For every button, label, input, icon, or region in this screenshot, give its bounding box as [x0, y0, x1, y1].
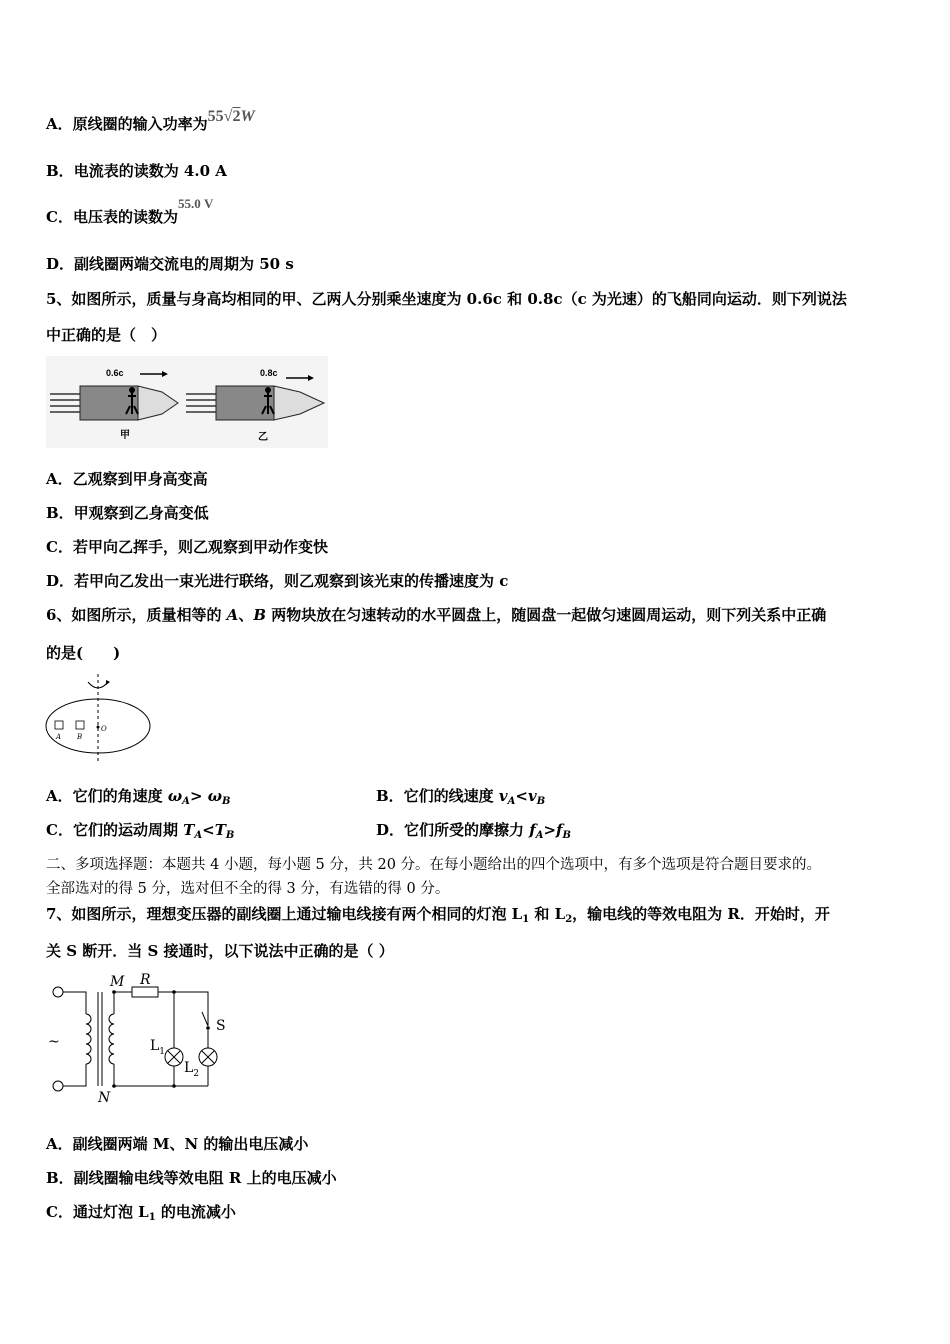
label-yi: 乙 [258, 432, 268, 443]
sub: A [507, 796, 516, 807]
q4-option-a [46, 108, 255, 135]
option-text: 原线圈的输入功率为 [72, 115, 208, 133]
var: v [498, 787, 508, 805]
q7-circuit-figure [46, 970, 232, 1104]
switch-contact [206, 1026, 210, 1030]
var-b: B [253, 606, 267, 624]
label-o: O [101, 725, 107, 733]
person-left-head-icon [129, 387, 135, 393]
option-text: D．它们所受的摩擦力 [376, 821, 530, 839]
label-b: B [77, 733, 83, 741]
label-jia: 甲 [120, 430, 130, 441]
op: > [189, 787, 208, 805]
sub: B [536, 796, 546, 807]
label-l2-sub: 2 [193, 1069, 200, 1079]
math-coef: 55 [207, 108, 224, 125]
q6-option-a [46, 786, 230, 812]
secondary-coil-icon [109, 1014, 114, 1064]
q6-stem-line1 [46, 605, 826, 625]
rotation-arrowhead-icon [106, 680, 110, 685]
op: > [543, 821, 557, 839]
q4-option-c [46, 196, 214, 228]
node-bottom-junction [172, 1084, 176, 1088]
q5-option-a: A．乙观察到甲身高变高 [46, 470, 208, 488]
node-top-junction [172, 990, 176, 994]
sub: 2 [565, 914, 573, 925]
section2-heading-line2: 全部选对的得 5 分，选对但不全的得 3 分，有选错的得 0 分。 [46, 881, 450, 897]
var: f [529, 821, 536, 839]
q6-option-c [46, 820, 234, 846]
q6-disk-figure [44, 672, 156, 766]
sub: 1 [522, 914, 530, 925]
math-55-root2-w [208, 108, 255, 125]
q5-option-c: C．若甲向乙挥手，则乙观察到甲动作变快 [46, 538, 328, 556]
stem-text: 7、如图所示，理想变压器的副线圈上通过输电线接有两个相同的灯泡 L [46, 905, 523, 923]
option-text: C．它们的运动周期 [46, 821, 184, 839]
speed-label-right: 0.8c [260, 368, 278, 378]
terminal-top-icon [53, 987, 63, 997]
label-l2 [184, 1060, 199, 1079]
option-label: A． [46, 115, 73, 133]
sub: 1 [148, 1212, 156, 1223]
person-right-head-icon [265, 387, 271, 393]
wire-top-right [158, 992, 208, 1026]
var: f [556, 821, 563, 839]
label-r: R [140, 972, 151, 988]
q5-spaceship-figure [46, 356, 328, 448]
center-point [97, 726, 100, 729]
label-a: A [56, 733, 62, 741]
option-text: 电压表的读数为 [72, 208, 178, 226]
node-n [112, 1084, 116, 1088]
option-text: A．它们的角速度 [46, 787, 168, 805]
resistor-r-icon [132, 987, 158, 997]
label-l1 [150, 1038, 165, 1057]
secondary-wire-top [114, 992, 132, 1014]
stem-text: ，输电线的等效电阻为 R．开始时，开 [572, 905, 830, 923]
switch-s-icon [202, 1012, 208, 1026]
label-l2-letter: L [184, 1060, 194, 1076]
option-label: C． [46, 208, 73, 226]
sub: B [562, 830, 571, 841]
option-text: C．通过灯泡 L [46, 1203, 149, 1221]
option-label: D． [46, 255, 75, 273]
label-l1-sub: 1 [159, 1047, 166, 1057]
label-m: M [110, 974, 125, 990]
q6-stem-line2: 的是( ) [46, 644, 121, 662]
option-text: 电流表的读数为 4.0 A [73, 162, 227, 180]
primary-wire-top [63, 992, 86, 1014]
sub: A [194, 830, 203, 841]
q7-option-c [46, 1202, 236, 1228]
q4-option-b [46, 161, 227, 181]
label-n: N [98, 1090, 111, 1104]
q7-option-a: A．副线圈两端 M、N 的输出电压减小 [46, 1135, 309, 1153]
section2-heading-line1: 二、多项选择题：本题共 4 小题，每小题 5 分，共 20 分。在每小题给出的四个选项中，有多个选项是符合题目要求的。 [46, 857, 822, 873]
option-text: 副线圈两端交流电的周期为 50 s [74, 255, 294, 273]
var-a: A [226, 606, 239, 624]
q6-option-d [376, 820, 571, 846]
stem-text: 两物块放在匀速转动的水平圆盘上，随圆盘一起做匀速圆周运动，则下列关系中正确 [266, 606, 827, 624]
q4-option-d [46, 254, 294, 274]
label-s: S [216, 1018, 226, 1034]
q6-option-b [376, 786, 545, 812]
stem-text: 和 L [529, 905, 566, 923]
sub: A [535, 830, 544, 841]
option-label: B． [46, 162, 74, 180]
var: ω [167, 787, 183, 805]
terminal-bottom-icon [53, 1081, 63, 1091]
var: T [183, 821, 195, 839]
op: < [515, 787, 528, 805]
primary-wire-bottom [63, 1064, 86, 1086]
ac-symbol: ~ [48, 1034, 60, 1050]
stem-text: 6、如图所示，质量相等的 [46, 606, 227, 624]
block-b-icon [76, 721, 84, 729]
stem-sep: 、 [238, 606, 254, 624]
speed-label-left: 0.6c [106, 368, 124, 378]
q5-stem-line2: 中正确的是（ ） [46, 326, 167, 344]
sub: B [222, 796, 231, 807]
var: T [214, 821, 226, 839]
option-text: 的电流减小 [155, 1203, 236, 1221]
q7-stem-line1 [46, 904, 830, 930]
math-55v: 55.0 V [177, 196, 214, 211]
sub: A [182, 796, 190, 807]
label-l1-letter: L [150, 1038, 160, 1054]
q7-stem-line2: 关 S 断开．当 S 接通时，以下说法中正确的是（ ） [46, 942, 394, 960]
q7-option-b: B．副线圈输电线等效电阻 R 上的电压减小 [46, 1169, 337, 1187]
sub: B [225, 830, 235, 841]
sqrt-sign: √2 [223, 108, 241, 125]
primary-coil-icon [86, 1014, 91, 1064]
var: ω [207, 787, 223, 805]
q5-option-d: D．若甲向乙发出一束光进行联络，则乙观察到该光束的传播速度为 c [46, 572, 509, 590]
op: < [202, 821, 215, 839]
math-unit: W [240, 108, 255, 125]
var: v [527, 787, 537, 805]
option-text: B．它们的线速度 [376, 787, 499, 805]
q5-stem-line1: 5、如图所示，质量与身高均相同的甲、乙两人分别乘坐速度为 0.6c 和 0.8c（c 为光速）的飞船同向运动．则下列说法 [46, 290, 847, 308]
block-a-icon [55, 721, 63, 729]
math-radicand: 2 [232, 108, 241, 125]
node-m [112, 990, 116, 994]
q5-option-b: B．甲观察到乙身高变低 [46, 504, 209, 522]
